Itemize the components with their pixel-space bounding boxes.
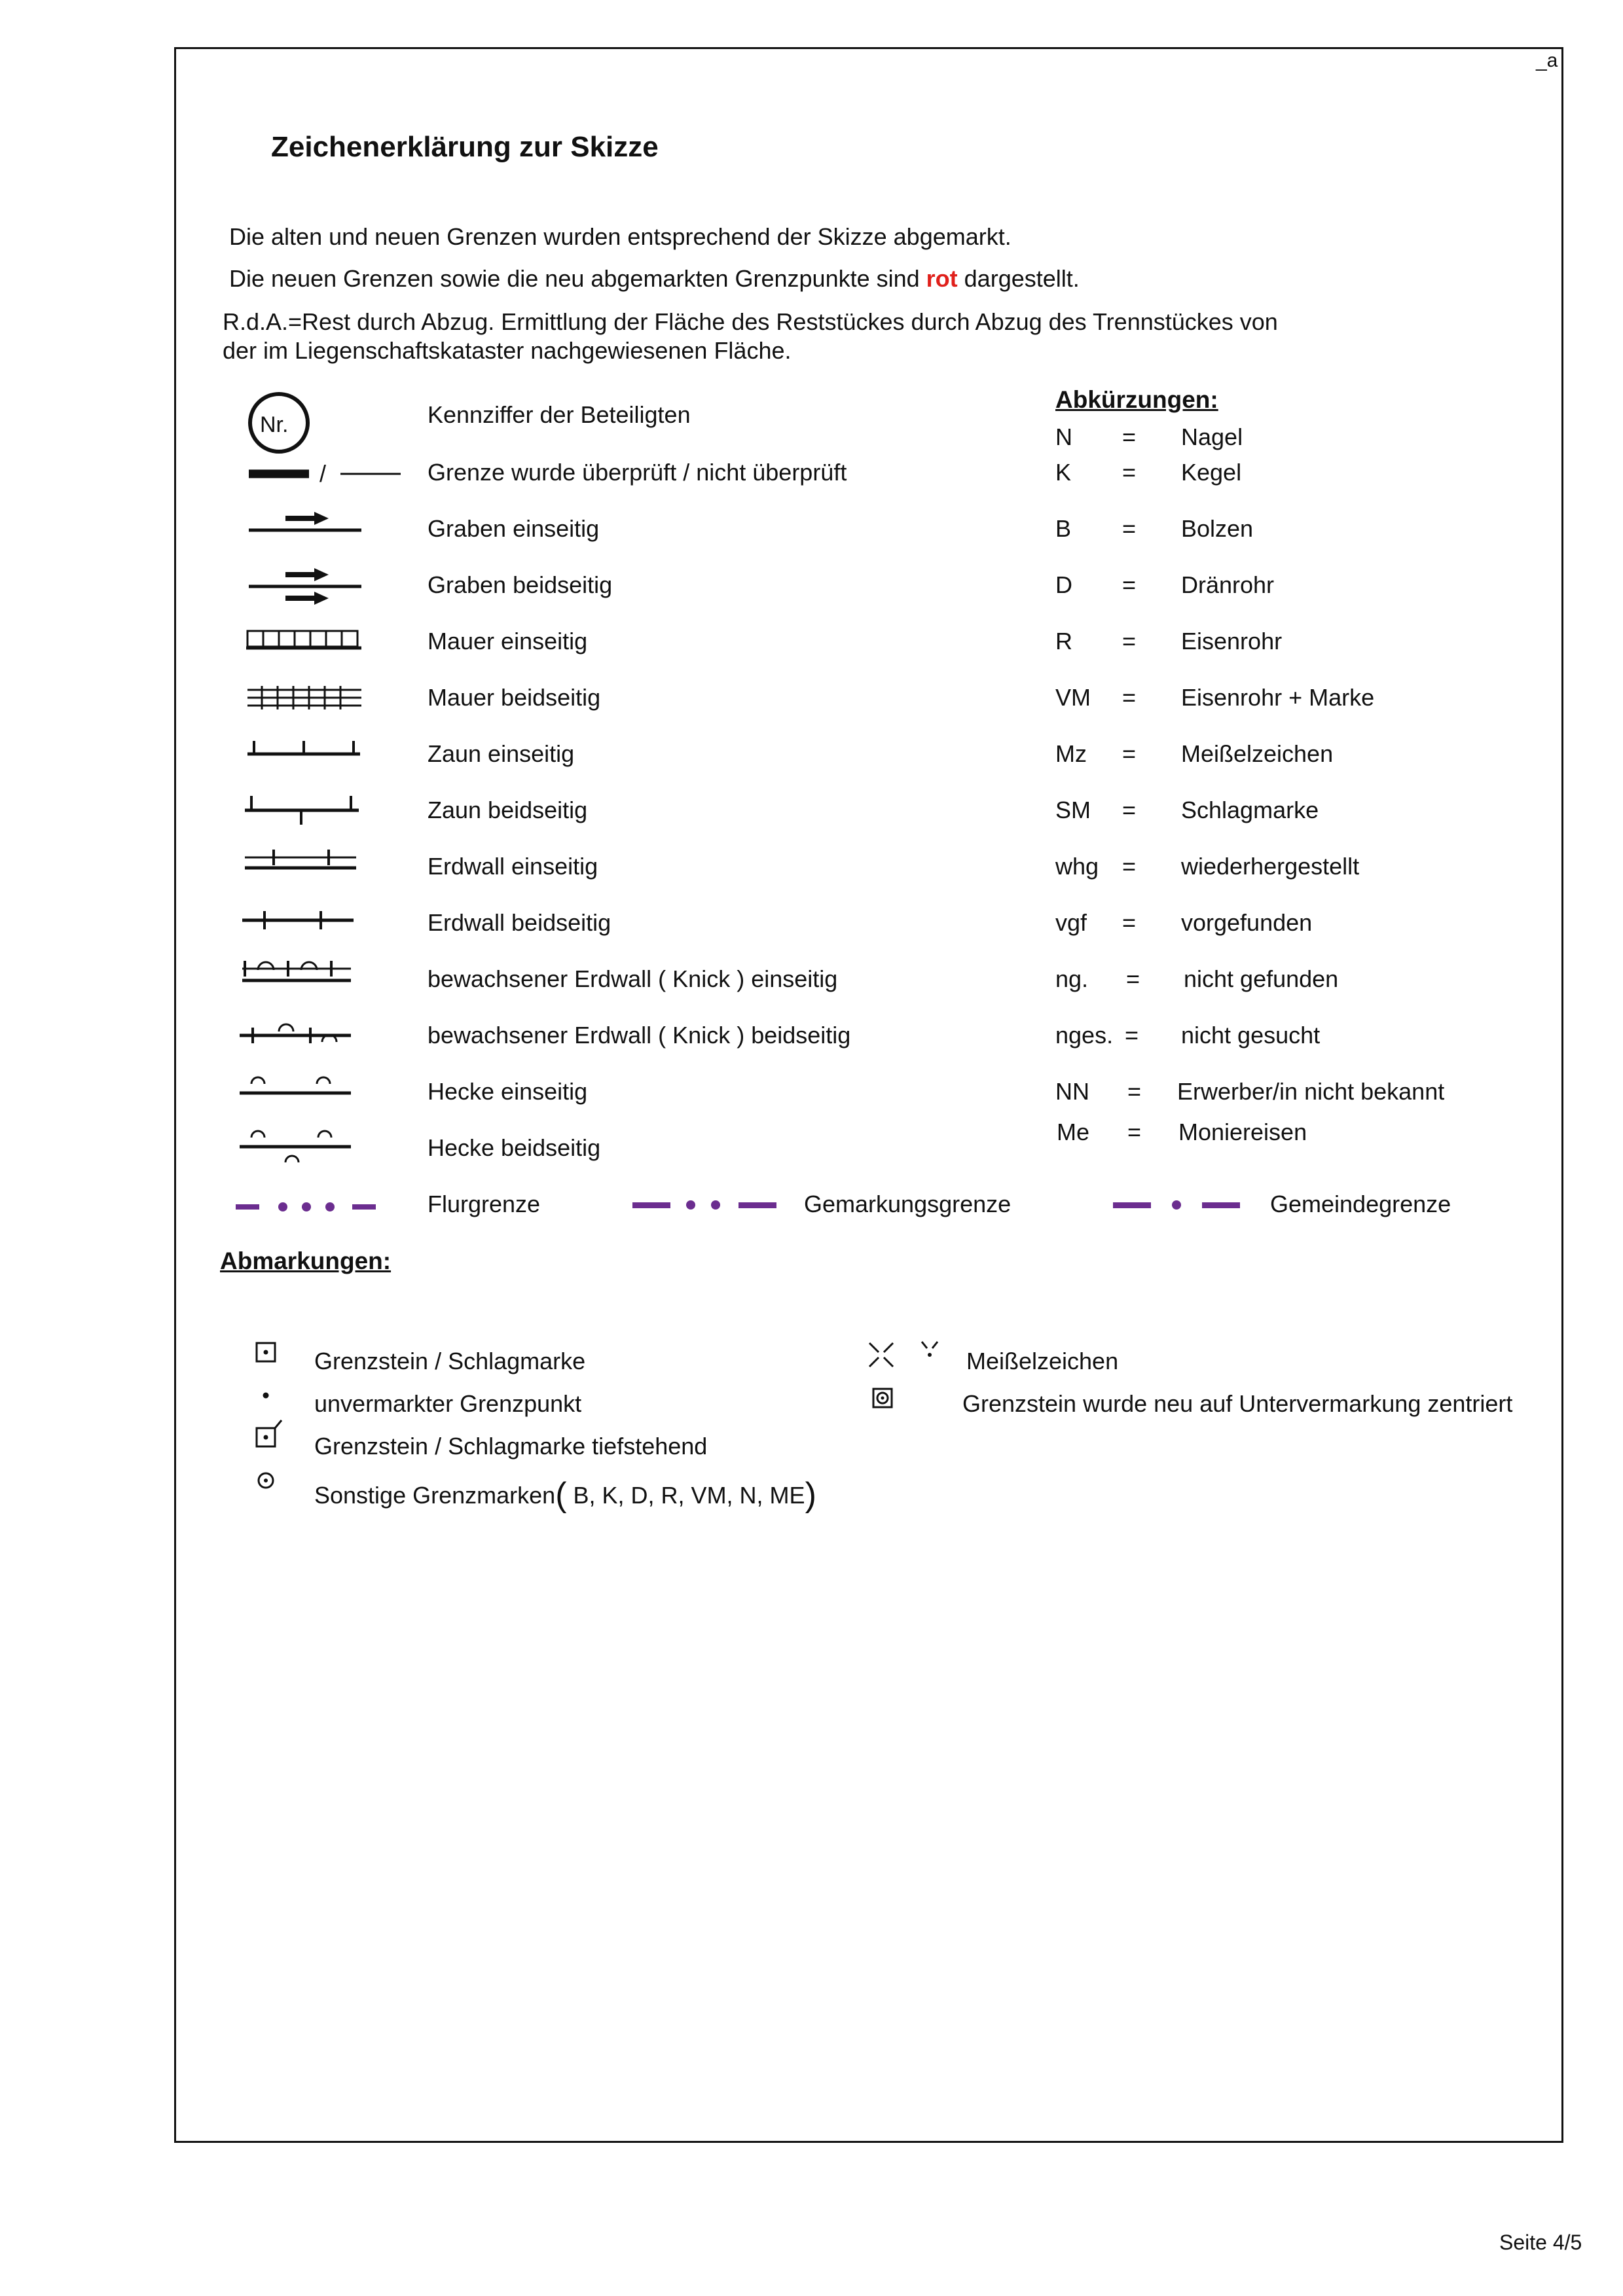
abbr-meaning: Erwerber/in nicht bekannt: [1177, 1078, 1445, 1105]
legend-item: bewachsener Erdwall ( Knick ) einseitig: [428, 965, 838, 992]
earth-wall-one-side-icon: [245, 850, 356, 868]
abbr-meaning: Bolzen: [1181, 515, 1254, 542]
abbr: SM: [1055, 797, 1091, 823]
ditch-one-side-icon: [249, 512, 361, 530]
rda-line-1: R.d.A.=Rest durch Abzug. Ermittlung der Fläche des Reststückes durch Abzug des Trennstückes von: [223, 308, 1278, 335]
hedge-one-side-icon: [240, 1077, 351, 1093]
abbr-eq: =: [1122, 797, 1137, 823]
boundary-stone-icon: [257, 1343, 275, 1361]
municipal-boundary-icon: [1109, 1195, 1253, 1215]
fence-both-sides-icon: [245, 796, 359, 825]
abbr: D: [1055, 571, 1072, 598]
legend-item: Hecke einseitig: [428, 1078, 588, 1105]
abbr-eq: =: [1122, 628, 1137, 655]
legend-item: Mauer einseitig: [428, 628, 588, 655]
page-title: Zeichenerklärung zur Skizze: [271, 131, 659, 163]
abbr-eq: =: [1125, 1022, 1139, 1049]
municipal-boundary-label: Gemeindegrenze: [1270, 1191, 1451, 1217]
legend-item: Graben einseitig: [428, 515, 600, 542]
abbr-eq: =: [1122, 740, 1137, 767]
boundary-slash: /: [319, 460, 327, 487]
field-boundary-icon: [236, 1202, 376, 1211]
fence-one-side-icon: [247, 741, 360, 754]
marking-label: unvermarkter Grenzpunkt: [314, 1390, 582, 1417]
abbr: R: [1055, 628, 1072, 655]
legend-item: Erdwall beidseitig: [428, 909, 611, 936]
hedge-bank-one-side-icon: [242, 961, 351, 980]
wall-both-sides-icon: [247, 686, 361, 709]
abbr: K: [1055, 459, 1072, 486]
abbr-meaning: vorgefunden: [1181, 909, 1313, 936]
legend-item: Erdwall einseitig: [428, 853, 598, 880]
abbr-eq: =: [1122, 515, 1137, 542]
chisel-mark-icon: [869, 1342, 938, 1367]
other-marker-icon: [259, 1473, 273, 1488]
abbreviations-heading: Abkürzungen:: [1055, 386, 1218, 413]
legend-symbols: [223, 380, 419, 1230]
abbr-meaning: nicht gesucht: [1181, 1022, 1321, 1049]
page-number: Seite 4/5: [1499, 2231, 1582, 2254]
district-boundary-label: Gemarkungsgrenze: [804, 1191, 1012, 1217]
hedge-both-sides-icon: [240, 1131, 351, 1162]
legend-item: Graben beidseitig: [428, 571, 613, 598]
abbr: Me: [1057, 1119, 1090, 1145]
marking-label-right: Meißelzeichen: [966, 1348, 1119, 1374]
legend-item: Zaun beidseitig: [428, 797, 588, 823]
abbr-eq: =: [1122, 909, 1137, 936]
abbr: Mz: [1055, 740, 1087, 767]
abbr: NN: [1055, 1078, 1089, 1105]
abbr-eq: =: [1122, 853, 1137, 880]
hedge-bank-both-sides-icon: [240, 1024, 351, 1043]
corner-mark: _a: [1536, 50, 1558, 71]
legend-item: bewachsener Erdwall ( Knick ) beidseitig: [428, 1022, 851, 1049]
marking-label-right: Grenzstein wurde neu auf Untervermarkung zentriert: [962, 1390, 1513, 1417]
district-boundary-icon: [629, 1195, 792, 1215]
abbr-meaning: Eisenrohr: [1181, 628, 1283, 655]
abbr-meaning: Eisenrohr + Marke: [1181, 684, 1375, 711]
participant-circle-label: Nr.: [260, 412, 289, 437]
legend-item: Kennziffer der Beteiligten: [428, 401, 691, 428]
legend-item: Mauer beidseitig: [428, 684, 601, 711]
legend-item: Flurgrenze: [428, 1191, 541, 1217]
legend-item: Hecke beidseitig: [428, 1134, 601, 1161]
abbr-eq: =: [1122, 423, 1137, 450]
abbr-meaning: Dränrohr: [1181, 571, 1275, 598]
marking-label: Grenzstein / Schlagmarke tiefstehend: [314, 1433, 708, 1460]
abbr-meaning: Kegel: [1181, 459, 1242, 486]
abbr-meaning: Nagel: [1181, 423, 1243, 450]
abbr: nges.: [1055, 1022, 1114, 1049]
abbr-meaning: Schlagmarke: [1181, 797, 1319, 823]
red-word: rot: [926, 265, 958, 292]
ditch-both-sides-icon: [249, 568, 361, 605]
marking-label-other: Sonstige Grenzmarken( B, K, D, R, VM, N, ME): [314, 1476, 816, 1514]
abbr: vgf: [1055, 909, 1087, 936]
marking-symbols: [249, 1335, 288, 1492]
abbr-eq: =: [1122, 684, 1137, 711]
abbr-meaning: nicht gefunden: [1184, 965, 1339, 992]
legend-item: Grenze wurde überprüft / nicht überprüft: [428, 459, 847, 486]
abbr-meaning: wiederhergestellt: [1181, 853, 1360, 880]
abbr-eq: =: [1122, 571, 1137, 598]
right-marking-symbols: [863, 1334, 955, 1412]
abbr: VM: [1055, 684, 1091, 711]
abbr-eq: =: [1126, 965, 1140, 992]
wall-one-side-icon: [246, 631, 361, 648]
earth-wall-both-sides-icon: [242, 911, 354, 929]
intro-line-2: Die neuen Grenzen sowie die neu abgemarkten Grenzpunkte sind rot dargestellt.: [229, 265, 1080, 292]
abbr: whg: [1055, 853, 1099, 880]
marking-label: Grenzstein / Schlagmarke: [314, 1348, 586, 1374]
abbr: N: [1055, 423, 1072, 450]
unmarked-point-icon: [263, 1393, 269, 1399]
legend-item: Zaun einseitig: [428, 740, 575, 767]
sunken-stone-icon: [257, 1420, 282, 1446]
abbr: B: [1055, 515, 1072, 542]
abbr-meaning: Moniereisen: [1178, 1119, 1307, 1145]
markings-heading: Abmarkungen:: [220, 1247, 392, 1274]
abbr-meaning: Meißelzeichen: [1181, 740, 1334, 767]
abbr-eq: =: [1127, 1078, 1142, 1105]
intro-line-1: Die alten und neuen Grenzen wurden entsprechend der Skizze abgemarkt.: [229, 223, 1012, 250]
centered-stone-icon: [873, 1389, 892, 1407]
abbr-eq: =: [1122, 459, 1137, 486]
abbr-eq: =: [1127, 1119, 1142, 1145]
abbr: ng.: [1055, 965, 1089, 992]
rda-line-2: der im Liegenschaftskataster nachgewiesenen Fläche.: [223, 337, 792, 364]
